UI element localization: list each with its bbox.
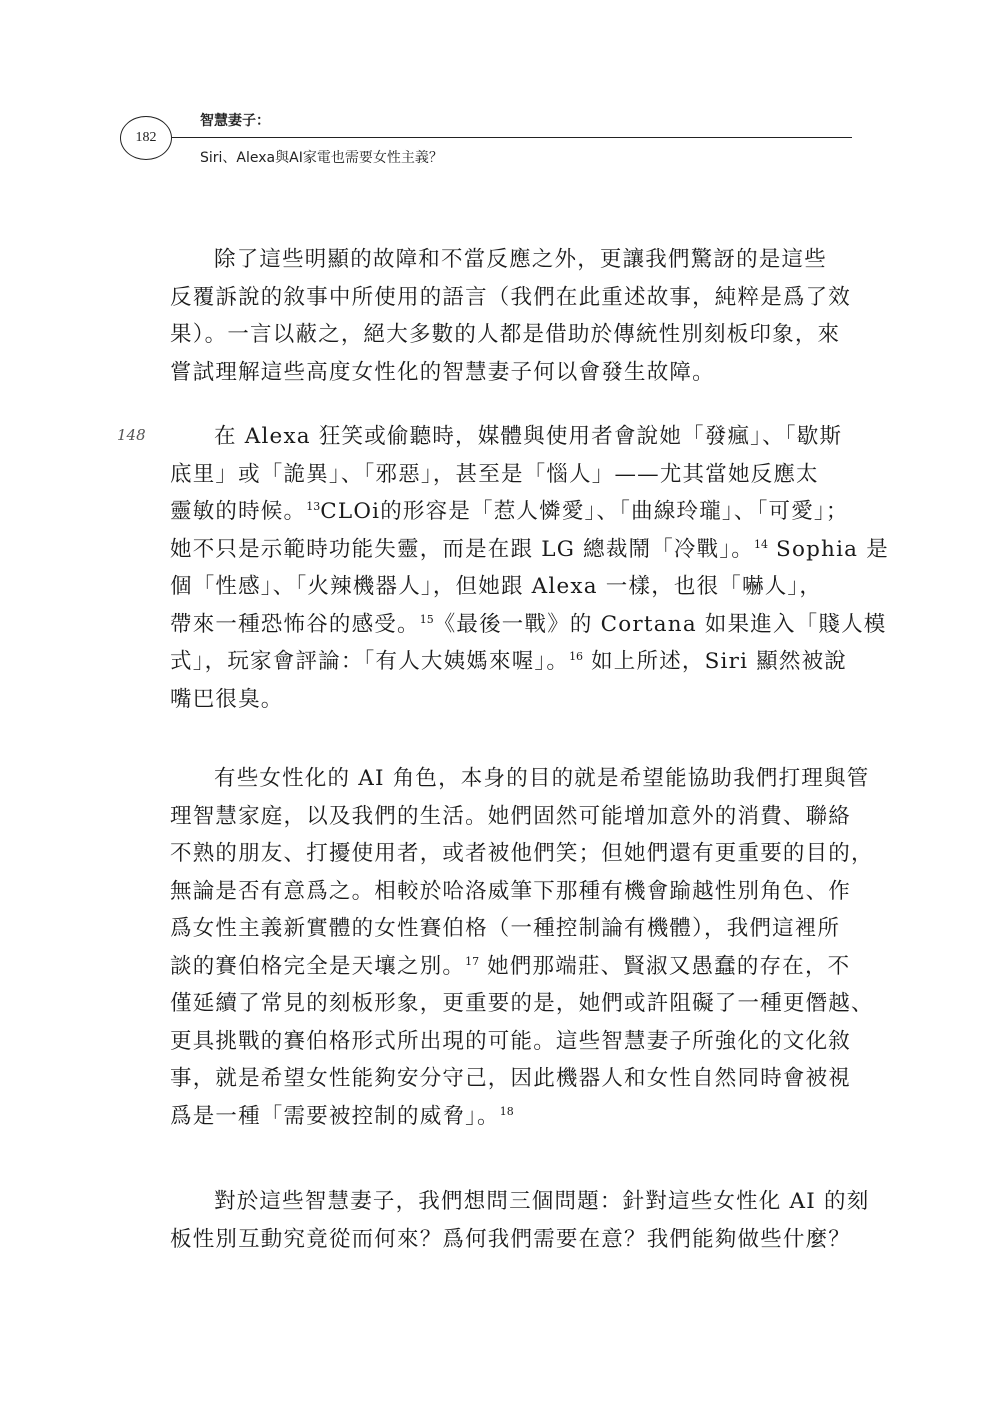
line-text: 更具挑戰的賽伯格形式所出現的可能。這些智慧妻子所強化的文化敘: [170, 1028, 852, 1054]
line-text: 談的賽伯格完全是天壤之別。: [170, 953, 466, 979]
line-text: Sophia 是: [767, 536, 889, 562]
line-text: 嘴巴很臭。: [170, 686, 284, 712]
text-line: [170, 873, 855, 911]
header-rule: [172, 137, 852, 138]
text-line: [170, 681, 855, 719]
line-text: 事，就是希望女性能夠安分守己，因此機器人和女性自然同時會被視: [170, 1066, 852, 1091]
line-text: 如上所述，Siri 顯然被說: [583, 649, 847, 674]
line-text: 底里」或「詭異」、「邪惡」，甚至是「惱人」——尤其當她反應太: [170, 461, 819, 487]
line-text: 靈敏的時候。: [170, 499, 307, 524]
text-line: [170, 1060, 855, 1098]
line-text: 爲是一種「需要被控制的威脅」。: [170, 1103, 500, 1129]
paragraph-2: [170, 418, 889, 718]
text-line: [170, 643, 855, 681]
text-line: 果）。一言以蔽之，絕大多數的人都是借助於傳統性別刻板印象，來: [170, 322, 841, 347]
text-line: 除了這些明顯的故障和不當反應之外，更讓我們驚訝的是這些: [214, 247, 827, 272]
text-line: [170, 910, 855, 948]
running-head-title: 智慧妻子：: [200, 113, 270, 129]
footnote-marker: 18: [499, 1104, 514, 1118]
line-text: 個「性感」、「火辣機器人」，但她跟 Alexa 一樣，也很「嚇人」，: [170, 574, 823, 599]
text-line: [170, 568, 855, 606]
line-text: 她們那端莊、賢淑又愚蠢的存在，不: [479, 953, 851, 979]
text-line: [170, 760, 870, 798]
line-text: 理智慧家庭，以及我們的生活。她們固然可能增加意外的消費、聯絡: [170, 803, 852, 829]
text-line: 反覆訴說的敘事中所使用的語言（我們在此重述故事，純粹是爲了效: [170, 284, 852, 310]
text-line: [170, 985, 874, 1023]
text-line: [170, 418, 855, 456]
footnote-marker: 16: [569, 650, 584, 663]
footnote-marker: 17: [465, 954, 480, 968]
text-line: 板性別互動究竟從而何來？爲何我們需要在意？我們能夠做些什麼？: [170, 1226, 852, 1252]
footnote-marker: 15: [419, 612, 434, 626]
footnote-marker: 14: [753, 537, 768, 551]
text-line: [170, 531, 889, 569]
line-text: 在 Alexa 狂笑或偷聽時，媒體與使用者會說她「發瘋」、「歇斯: [214, 424, 843, 449]
text-line: 嘗試理解這些高度女性化的智慧妻子何以會發生故障。: [170, 359, 715, 385]
text-line: [170, 1098, 855, 1136]
text-line: [170, 948, 855, 986]
text-line: [170, 1023, 855, 1061]
line-text: 帶來一種恐怖谷的感受。: [170, 611, 420, 637]
paragraph-3: [170, 760, 874, 1135]
footnote-marker: 13: [306, 500, 321, 513]
margin-page-reference: 148: [117, 426, 146, 444]
line-text: 式」，玩家會評論：「有人大姨媽來喔」。: [170, 649, 570, 674]
line-text: 爲女性主義新實體的女性賽伯格（一種控制論有機體），我們這裡所: [170, 916, 841, 941]
line-text: 僅延續了常見的刻板形象，更重要的是，她們或許阻礙了一種更僭越、: [170, 991, 874, 1016]
line-text: 她不只是示範時功能失靈，而是在跟 LG 總裁鬧「冷戰」。: [170, 536, 754, 562]
line-text: 有些女性化的 AI 角色，本身的目的就是希望能協助我們打理與管: [214, 766, 870, 791]
paragraph-1: [170, 241, 855, 391]
line-text: 無論是否有意爲之。相較於哈洛威筆下那種有機會踰越性別角色、作: [170, 878, 852, 904]
line-text: CLOi的形容是「惹人憐愛」、「曲線玲瓏」、「可愛」；: [320, 499, 849, 524]
line-text: 《最後一戰》的 Cortana 如果進入「賤人模: [433, 611, 887, 637]
running-head-subtitle: Siri、Alexa與AI家電也需要女性主義？: [200, 150, 443, 166]
text-line: [170, 493, 855, 531]
text-line: [170, 835, 874, 873]
line-text: 不熟的朋友、打擾使用者，或者被他們笑；但她們還有更重要的目的，: [170, 841, 874, 866]
paragraph-4: [170, 1183, 870, 1258]
page-number: 182: [120, 116, 172, 160]
text-line: [170, 456, 855, 494]
text-line: 對於這些智慧妻子，我們想問三個問題：針對這些女性化 AI 的刻: [214, 1189, 870, 1214]
text-line: [170, 798, 855, 836]
text-line: [170, 606, 887, 644]
